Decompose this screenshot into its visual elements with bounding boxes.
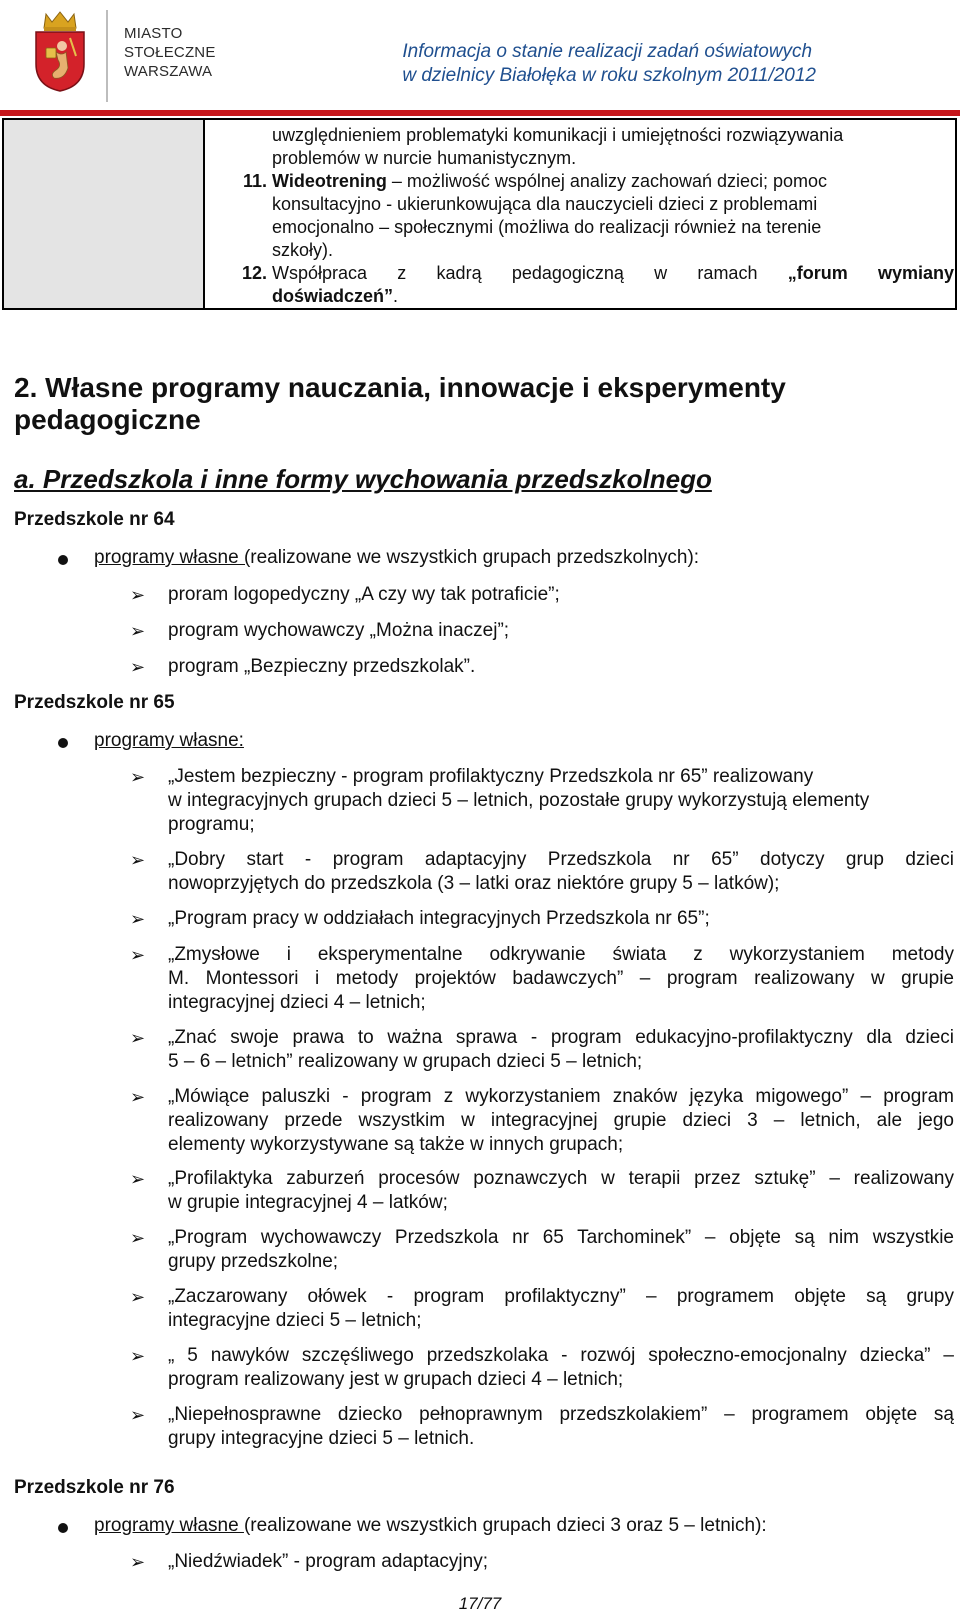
table-text: emocjonalno – społecznymi (możliwa do realizacji również na terenie xyxy=(272,217,822,237)
arrow-bullet-icon: ➢ xyxy=(130,1169,146,1189)
list-item: program wychowawczy „Można inaczej”; xyxy=(168,620,510,641)
arrow-bullet-icon: ➢ xyxy=(130,909,146,929)
bullet-text xyxy=(94,546,699,570)
school-heading: Przedszkole nr 65 xyxy=(14,692,175,713)
school-heading: Przedszkole nr 64 xyxy=(14,509,175,530)
list-item-line: grupy przedszkolne; xyxy=(168,1251,339,1272)
list-item xyxy=(168,1226,954,1274)
item-text: Współpraca z kadrą pedagogiczną w ramach xyxy=(272,263,788,283)
section-heading xyxy=(14,372,914,436)
list-item-line: „ 5 nawyków szczęśliwego przedszkolaka - rozwój społeczno-emocjonalny dziecka” – xyxy=(168,1345,954,1366)
page-number: 17/77 xyxy=(458,1594,502,1613)
warsaw-coat-of-arms-icon xyxy=(32,8,88,92)
list-item xyxy=(168,1085,954,1157)
page-header xyxy=(0,0,960,112)
list-item-line: integracyjnej dzieci 4 – letnich; xyxy=(168,992,426,1013)
arrow-bullet-icon: ➢ xyxy=(130,1552,146,1572)
arrow-bullet-icon: ➢ xyxy=(130,1346,146,1366)
arrow-bullet-icon: ➢ xyxy=(130,621,146,641)
arrow-bullet-icon: ➢ xyxy=(130,945,146,965)
list-item-line: elementy wykorzystywane są także w innych grupach; xyxy=(168,1134,624,1155)
bullet-rest: (realizowane we wszystkich grupach dzieci 3 oraz 5 – letnich): xyxy=(243,1515,767,1536)
arrow-bullet-icon: ➢ xyxy=(130,657,146,677)
list-item: „Program pracy w oddziałach integracyjnych Przedszkola nr 65”; xyxy=(168,908,710,929)
list-item-line: „Zmysłowe i eksperymentalne odkrywanie świata z wykorzystaniem metody xyxy=(168,944,954,965)
section-heading-line: 2. Własne programy nauczania, innowacje i eksperymenty xyxy=(14,372,786,403)
list-item-line: „Mówiące paluszki - program z wykorzystaniem znaków języka migowego” – program xyxy=(168,1086,954,1107)
item-text: – możliwość wspólnej analizy zachowań dzieci; pomoc xyxy=(386,171,828,191)
table-text: uwzględnieniem problematyki komunikacji i umiejętności rozwiązywania xyxy=(272,125,844,145)
table-label-cell xyxy=(4,120,205,308)
list-item xyxy=(168,765,954,837)
list-item-line: program realizowany jest w grupach dzieci 4 – letnich; xyxy=(168,1369,624,1390)
header-divider xyxy=(106,10,108,102)
bullet-icon xyxy=(58,555,68,565)
arrow-bullet-icon: ➢ xyxy=(130,767,146,787)
list-item-line: „Niepełnosprawne dziecko pełnoprawnym przedszkolakiem” – programem objęte są xyxy=(168,1404,954,1425)
brand-wordmark xyxy=(124,24,216,81)
arrow-bullet-icon: ➢ xyxy=(130,1028,146,1048)
section-heading-line: pedagogiczne xyxy=(14,404,201,435)
subsection-heading: a. Przedszkola i inne formy wychowania przedszkolnego xyxy=(14,464,712,494)
list-item: proram logopedyczny „A czy wy tak potraficie”; xyxy=(168,584,560,605)
arrow-bullet-icon: ➢ xyxy=(130,1087,146,1107)
table-text: szkoły). xyxy=(272,240,334,260)
arrow-bullet-icon: ➢ xyxy=(130,1228,146,1248)
arrow-bullet-icon: ➢ xyxy=(130,850,146,870)
item-bold: doświadczeń” xyxy=(272,286,394,306)
document-title-line: w dzielnicy Białołęka w roku szkolnym 2011/2012 xyxy=(402,65,816,86)
list-item-line: „Dobry start - program adaptacyjny Przedszkola nr 65” dotyczy grup dzieci xyxy=(168,849,954,870)
brand-line: MIASTO xyxy=(124,25,183,42)
list-item-line: „Zaczarowany ołówek - program profilaktyczny” – programem objęte są grupy xyxy=(168,1286,954,1307)
list-item-line: realizowany przede wszystkim w integracyjnej grupie dzieci 3 – letnich, ale jego xyxy=(168,1110,954,1131)
list-item xyxy=(168,1285,954,1333)
list-item xyxy=(168,1026,954,1074)
list-item xyxy=(168,1403,954,1451)
list-item xyxy=(168,1344,954,1392)
underlined-text: programy własne xyxy=(94,1515,244,1536)
list-item-line: programu; xyxy=(168,814,255,835)
arrow-bullet-icon: ➢ xyxy=(130,1287,146,1307)
list-item: program „Bezpieczny przedszkolak”. xyxy=(168,656,476,677)
arrow-bullet-icon: ➢ xyxy=(130,585,146,605)
list-item-line: „Znać swoje prawa to ważna sprawa - program edukacyjno-profilaktyczny dla dzieci xyxy=(168,1027,954,1048)
document-title xyxy=(402,40,816,88)
program-table xyxy=(2,118,957,310)
list-item-line: w grupie integracyjnej 4 – latków; xyxy=(168,1192,448,1213)
list-number: 11. xyxy=(242,171,267,191)
bullet-icon xyxy=(58,738,68,748)
list-item-line: „Profilaktyka zaburzeń procesów poznawczych w terapii przez sztukę” – realizowany xyxy=(168,1168,954,1189)
arrow-bullet-icon: ➢ xyxy=(130,1405,146,1425)
table-item-11 xyxy=(272,170,954,193)
header-rule xyxy=(0,110,960,116)
table-item-12 xyxy=(272,262,954,285)
bullet-text xyxy=(94,1514,767,1538)
underlined-text: programy własne: xyxy=(94,730,244,751)
list-number: 12. xyxy=(241,263,267,283)
bullet-rest: realizowane we wszystkich grupach przedszkolnych): xyxy=(250,547,700,568)
list-item-line: w integracyjnych grupach dzieci 5 – letnich, pozostałe grupy wykorzystują elementy xyxy=(168,790,870,811)
item-bold: „forum wymiany xyxy=(787,263,955,283)
list-item-line: „Program wychowawczy Przedszkola nr 65 Tarchominek” – objęte są nim wszystkie xyxy=(168,1227,954,1248)
list-item-line: nowoprzyjętych do przedszkola (3 – latki oraz niektóre grupy 5 – latków); xyxy=(168,873,780,894)
item-bold: Wideotrening xyxy=(272,171,387,191)
table-text: konsultacyjno - ukierunkowująca dla nauczycieli dzieci z problemami xyxy=(272,194,818,214)
document-title-line: Informacja o stanie realizacji zadań oświatowych xyxy=(402,41,813,62)
item-text: . xyxy=(393,286,399,306)
brand-line: WARSZAWA xyxy=(124,63,213,80)
list-item-line: M. Montessori i metody projektów badawczych” – program realizowany w grupie xyxy=(168,968,954,989)
list-item xyxy=(168,1167,954,1215)
list-item-line: integracyjne dzieci 5 – letnich; xyxy=(168,1310,422,1331)
brand-line: STOŁECZNE xyxy=(124,44,216,61)
table-text: problemów w nurcie humanistycznym. xyxy=(272,148,577,168)
list-item-line: „Jestem bezpieczny - program profilaktyczny Przedszkola nr 65” realizowany xyxy=(168,766,814,787)
list-item: „Niedźwiadek” - program adaptacyjny; xyxy=(168,1551,488,1572)
table-item-12-cont xyxy=(272,285,954,308)
bullet-icon xyxy=(58,1523,68,1533)
bullet-text xyxy=(94,729,244,753)
list-item-line: 5 – 6 – letnich” realizowany w grupach dzieci 5 – letnich; xyxy=(168,1051,643,1072)
list-item xyxy=(168,848,954,896)
school-heading: Przedszkole nr 76 xyxy=(14,1477,175,1498)
list-item-line: grupy integracyjne dzieci 5 – letnich. xyxy=(168,1428,475,1449)
list-item xyxy=(168,943,954,1015)
underlined-text: programy własne ( xyxy=(94,547,251,568)
